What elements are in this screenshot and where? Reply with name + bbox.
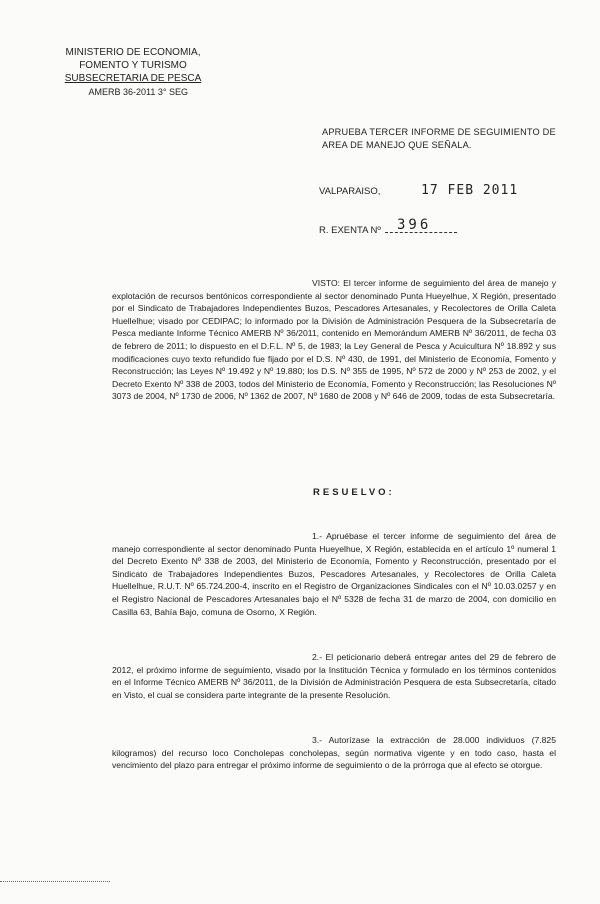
scan-mark	[0, 881, 110, 882]
article-1	[112, 530, 556, 618]
ministry-subname: FOMENTO Y TURISMO	[79, 60, 187, 71]
exenta-number: 396	[397, 217, 432, 233]
date-stamp: 17 FEB 2011	[421, 183, 519, 198]
article-3	[112, 734, 556, 772]
article-1-text: 1.- Apruébase el tercer informe de seguimiento del área de manejo correspondiente al sector denominado Punta Hueyelhue, X Región, establecida en el artículo 1º numeral 1 del Decreto Exento Nº 338 de 2003, del Ministerio de Economía, Fomento y Reconstrucción, presentado por el Sindicato de Trabajadores Independientes Buzos, Pescadores Artesanales, y Recolectores de Orilla Caleta Huellelhue, R.U.T. Nº 65.724.200-4, inscrito en el Registro de Organizaciones Sindicales con el Nº 10.03.0257 y en el Registro Nacional de Pescadores Artesanales bajo el Nº 5328 de fecha 31 de marzo de 2004, con domicilio en Casilla 63, Bahía Bajo, comuna de Osorno, X Región.	[112, 531, 556, 617]
letterhead	[58, 46, 208, 99]
reference-code: AMERB 36-2011 3° SEG	[88, 87, 188, 97]
resuelvo-heading: RESUELVO:	[313, 487, 395, 498]
article-3-text: 3.- Autorízase la extracción de 28.000 individuos (7.825 kilogramos) del recurso loco Concholepas concholepas, según normativa vigente y en todo caso, hasta el vencimiento del plazo para entregar el próximo informe de seguimiento o de la prórroga que al efecto se otorgue.	[112, 735, 556, 771]
article-2	[112, 651, 556, 701]
visto-paragraph	[112, 277, 556, 403]
exenta-line	[319, 217, 457, 236]
ministry-name: MINISTERIO DE ECONOMIA,	[65, 47, 201, 58]
visto-text: VISTO: El tercer informe de seguimiento del área de manejo y explotación de recursos bentónicos correspondiente al sector denominado Punta Hueyelhue, X Región, presentado por el Sindicato de Trabajadores Independientes Buzos, Pescadores Artesanales, y Recolectores de Orilla Caleta Huellelhue; visado por CEDIPAC; lo informado por la División de Administración Pesquera de la Subsecretaría de Pesca mediante Informe Técnico AMERB Nº 36/2011, contenido en Memorándum AMERB Nº 36/2011, de fecha 03 de febrero de 2011; lo dispuesto en el D.F.L. Nº 5, de 1983; la Ley General de Pesca y Acuicultura Nº 18.892 y sus modificaciones cuyo texto refundido fue fijado por el D.S. Nº 430, de 1991, del Ministerio de Economía, Fomento y Reconstrucción; las Leyes Nº 19.492 y Nº 19.880; los D.S. Nº 355 de 1995, Nº 572 de 2000 y Nº 253 de 2002, y el Decreto Exento Nº 338 de 2003, todos del Ministerio de Economía, Fomento y Reconstrucción; las Resoluciones Nº 3073 de 2004, Nº 1730 de 2006, Nº 1362 de 2007, Nº 1680 de 2008 y Nº 646 de 2009, todas de esta Subsecretaría.	[112, 278, 556, 402]
subsecretaria-name: SUBSECRETARIA DE PESCA	[64, 73, 202, 84]
article-2-text: 2.- El peticionario deberá entregar antes del 29 de febrero de 2012, el próximo informe de seguimiento, visado por la Institución Técnica y formulado en los términos contenidos en el Informe Técnico AMERB Nº 36/2011, de la División de Administración Pesquera de esta Subsecretaría, citado en Visto, el cual se considera parte integrante de la presente Resolución.	[112, 652, 556, 700]
exenta-label: R. EXENTA Nº	[319, 225, 381, 236]
date-place: VALPARAISO,	[319, 186, 381, 197]
subject-line: APRUEBA TERCER INFORME DE SEGUIMIENTO DE AREA DE MANEJO QUE SEÑALA.	[322, 127, 556, 150]
date-line	[319, 183, 518, 198]
